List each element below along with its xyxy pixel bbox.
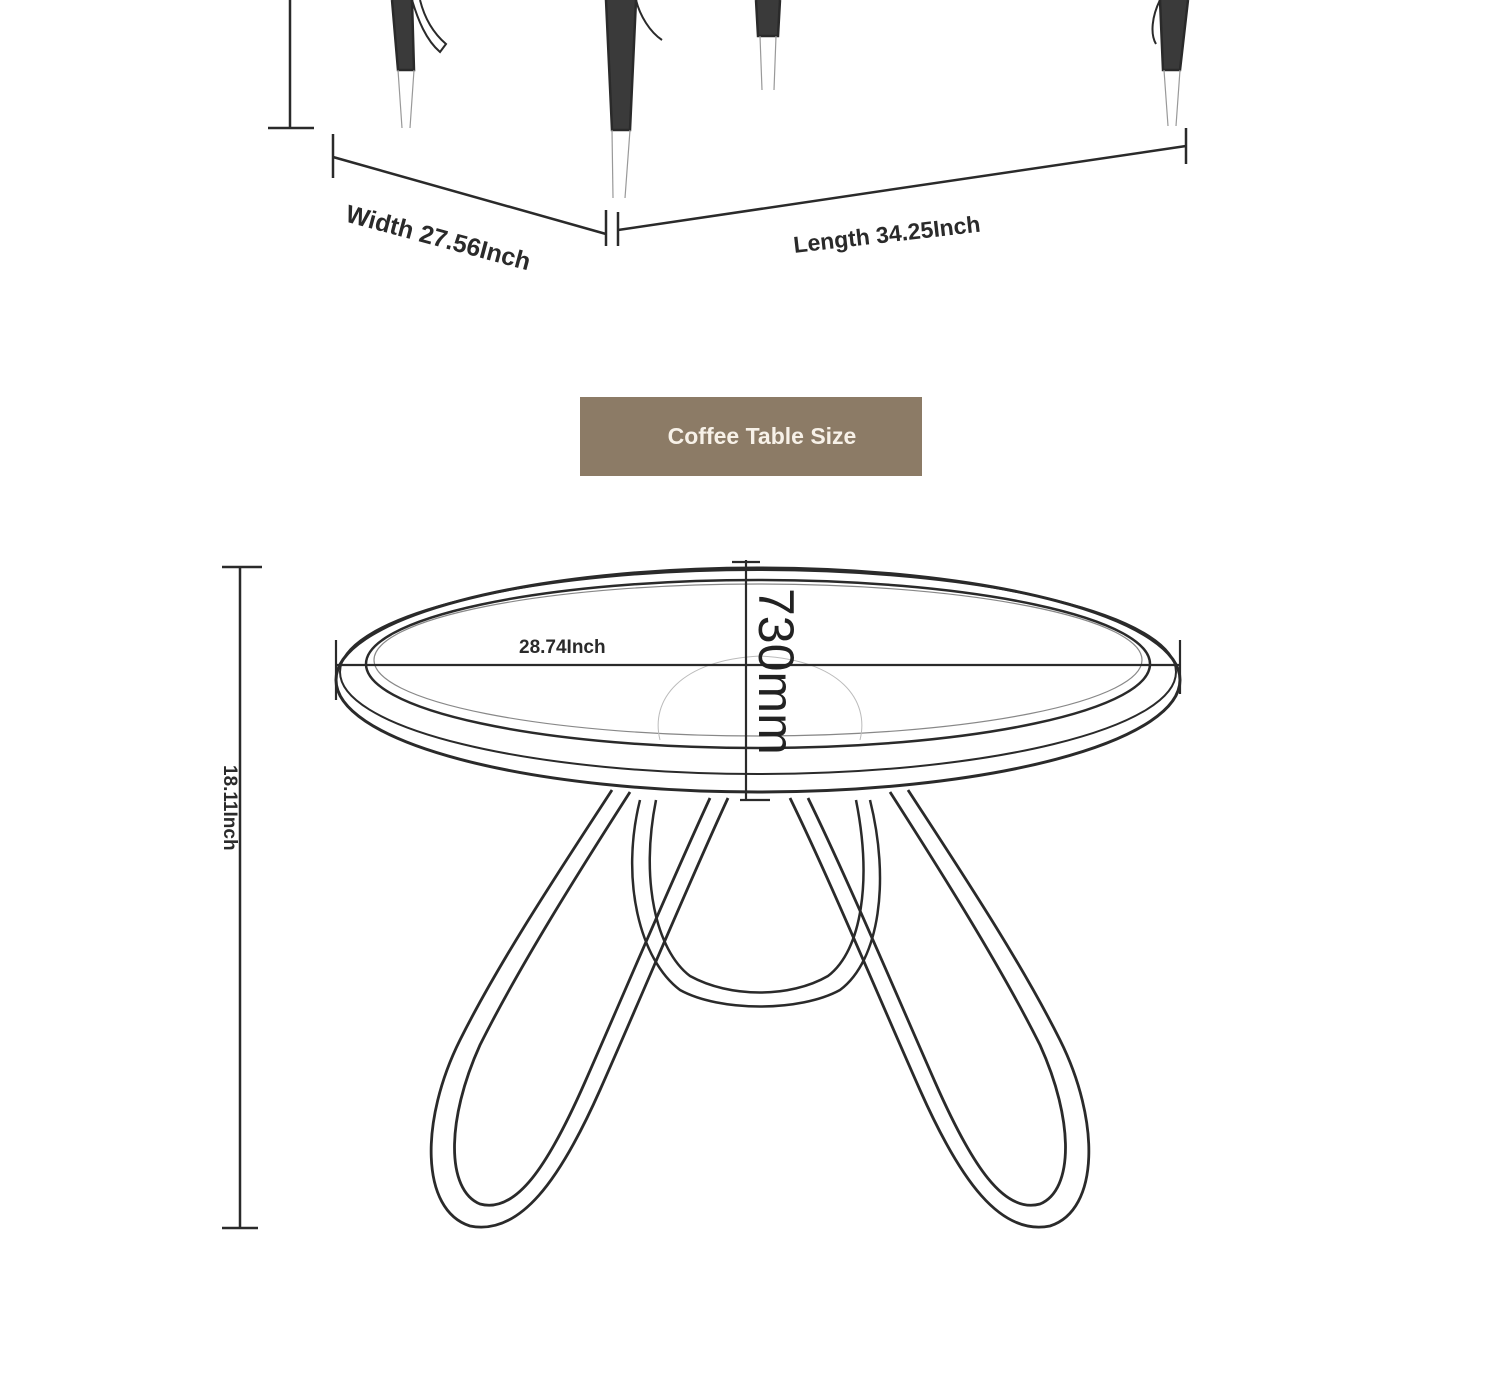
banner-title: Coffee Table Size bbox=[667, 423, 857, 449]
height-mm-label: 730mm bbox=[748, 588, 804, 755]
coffee-table-drawing bbox=[222, 560, 1180, 1228]
table-leg-front-left bbox=[392, 0, 446, 128]
table-leg-right bbox=[1153, 0, 1188, 126]
base-back-ring bbox=[632, 800, 880, 1007]
height-inch-label: 18.11Inch bbox=[219, 765, 240, 851]
table-leg-back-center bbox=[756, 0, 780, 90]
right-loop-leg bbox=[790, 790, 1089, 1227]
left-loop-leg bbox=[431, 790, 728, 1227]
coffee-table-height-dimension bbox=[222, 567, 262, 1228]
table-leg-front-center bbox=[606, 0, 662, 198]
section-banner bbox=[580, 397, 922, 476]
diameter-label: 28.74Inch bbox=[519, 637, 606, 658]
dining-table-drawing bbox=[268, 0, 1188, 246]
length-label: Length 34.25Inch bbox=[792, 210, 982, 258]
width-label: Width 27.56Inch bbox=[342, 200, 534, 277]
